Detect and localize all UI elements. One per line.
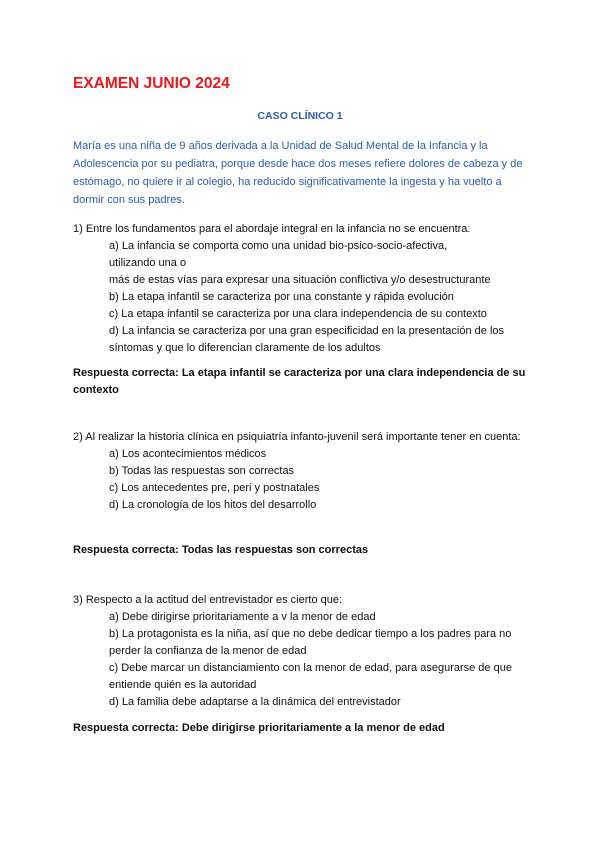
answer-1: Respuesta correcta: La etapa infantil se caracteriza por una clara independencia de su contexto bbox=[73, 367, 526, 396]
exam-title: EXAMEN JUNIO 2024 bbox=[73, 75, 230, 92]
question-stem: 3) Respecto a la actitud del entrevistador es cierto que: bbox=[73, 594, 343, 606]
option-a: a) La infancia se comporta como una unidad bio-psico-socio-afectiva, utilizando una o bbox=[109, 240, 448, 269]
option-d: d) La familia debe adaptarse a la dinámica del entrevistador bbox=[109, 696, 401, 708]
question-stem: 2) Al realizar la historia clínica en psiquiatría infanto-juvenil será importante tener en cuenta: bbox=[73, 431, 521, 443]
question-stem: 1) Entre los fundamentos para el abordaje integral en la infancia no se encuentra: bbox=[73, 223, 471, 235]
question-1 bbox=[73, 221, 533, 357]
option-b: b) La etapa infantil se caracteriza por una constante y rápida evolución bbox=[109, 291, 454, 303]
option-b: b) La protagonista es la niña, así que no debe dedicar tiempo a los padres para no perder la confianza de la menor de edad bbox=[109, 628, 512, 657]
option-b: b) Todas las respuestas son correctas bbox=[109, 465, 295, 477]
case-title: CASO CLÍNICO 1 bbox=[257, 110, 343, 122]
option-c: c) La etapa infantil se caracteriza por una clara independencia de su contexto bbox=[109, 308, 487, 320]
question-3 bbox=[73, 592, 533, 711]
option-a: a) Los acontecimientos médicos bbox=[109, 448, 267, 460]
question-2 bbox=[73, 429, 533, 514]
option-d: d) La cronología de los hitos del desarrollo bbox=[109, 499, 317, 511]
answer-3: Respuesta correcta: Debe dirigirse prioritariamente a la menor de edad bbox=[73, 722, 445, 734]
option-c: c) Debe marcar un distanciamiento con la menor de edad, para asegurarse de que entiende quién es la autoridad bbox=[109, 662, 512, 691]
option-a: a) Debe dirigirse prioritariamente a v la menor de edad bbox=[109, 611, 376, 623]
option-d: d) La infancia se caracteriza por una gran especificidad en la presentación de los síntomas y que lo diferencian claramente de los adultos bbox=[109, 325, 505, 354]
option-c: c) Los antecedentes pre, peri y postnatales bbox=[109, 482, 320, 494]
answer-2: Respuesta correcta: Todas las respuestas son correctas bbox=[73, 544, 369, 556]
option-a-continued: más de estas vías para expresar una situación conflictiva y/o desestructurante bbox=[109, 274, 491, 286]
case-intro: María es una niña de 9 años derivada a la Unidad de Salud Mental de la Infancia y la Adolescencia por su pediatra, porque desde hace dos meses refiere dolores de cabeza y de estómago, no quiere ir al colegio, ha reducido significativamente la ingesta y ha vuelto a dormir con sus padres. bbox=[73, 140, 523, 206]
